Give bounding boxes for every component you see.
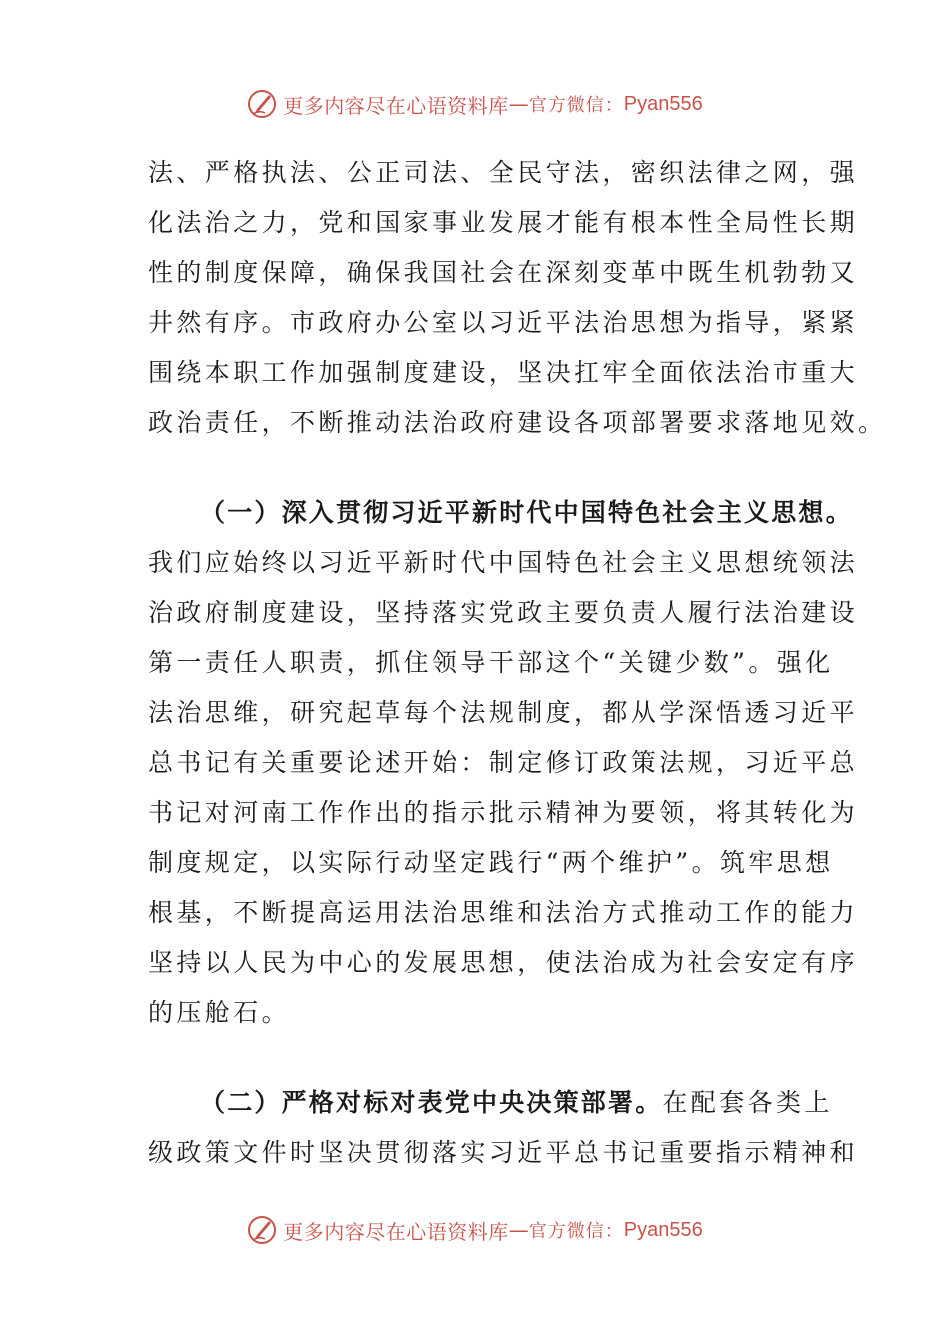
text-line: 制度规定，以实际行动坚定践行“两个维护”。筑牢思想 (148, 848, 834, 877)
text-line: 性的制度保障，确保我国社会在深刻变革中既生机勃勃又 (148, 258, 859, 287)
banner-wechat-label: 官方微信： (528, 95, 624, 116)
text-line: 根基，不断提高运用法治思维和法治方式推动工作的能力 (148, 898, 859, 927)
text-line: 法治思维，研究起草每个法规制度，都从学深悟透习近平 (148, 698, 859, 727)
section-2-first-line (148, 1078, 833, 1128)
text-line: 我们应始终以习近平新时代中国特色社会主义思想统领法 (148, 548, 859, 577)
footer-watermark-banner (0, 1210, 950, 1250)
section-2 (148, 1078, 859, 1178)
banner-wechat-id: Pyan556 (623, 92, 703, 115)
banner-dash: — (508, 92, 529, 116)
text-line: 法、严格执法、公正司法、全民守法，密织法律之网，强 (148, 158, 859, 187)
banner-dash: — (508, 1218, 529, 1242)
text-line: 坚持以人民为中心的发展思想，使法治成为社会安定有序 (148, 948, 859, 977)
text-line: 政治责任，不断推动法治政府建设各项部署要求落地见效。 (148, 408, 887, 437)
text-line: 书记对河南工作作出的指示批示精神为要领，将其转化为 (148, 798, 859, 827)
paragraph-1 (148, 148, 887, 448)
text-line: 级政策文件时坚决贯彻落实习近平总书记重要指示精神和 (148, 1138, 859, 1167)
banner-site-text: 更多内容尽在心语资料库 (283, 1219, 509, 1244)
header-watermark-banner (0, 84, 950, 124)
quill-pen-icon (247, 89, 277, 119)
quill-pen-icon (247, 1215, 277, 1245)
text-line: 围绕本职工作加强制度建设，坚决扛牢全面依法治市重大 (148, 358, 859, 387)
text-line: 井然有序。市政府办公室以习近平法治思想为指导，紧紧 (148, 308, 859, 337)
document-body (148, 148, 887, 1178)
text-line: 第一责任人职责，抓住领导干部这个“关键少数”。强化 (148, 648, 834, 677)
section-2-heading: （二）严格对标对表党中央决策部署。 (200, 1088, 663, 1117)
banner-wechat-label: 官方微信： (528, 1221, 624, 1242)
section-2-heading-tail: 在配套各类上 (662, 1088, 833, 1117)
section-1-heading: （一）深入贯彻习近平新时代中国特色社会主义思想。 (200, 498, 853, 527)
text-line: 治政府制度建设，坚持落实党政主要负责人履行法治建设 (148, 598, 859, 627)
text-line: 总书记有关重要论述开始：制定修订政策法规，习近平总 (148, 748, 859, 777)
banner-wechat-id: Pyan556 (623, 1218, 703, 1241)
text-line: 化法治之力，党和国家事业发展才能有根本性全局性长期 (148, 208, 859, 237)
banner-site-text: 更多内容尽在心语资料库 (283, 93, 509, 118)
text-line: 的压舱石。 (148, 998, 291, 1027)
section-1 (148, 488, 859, 1038)
